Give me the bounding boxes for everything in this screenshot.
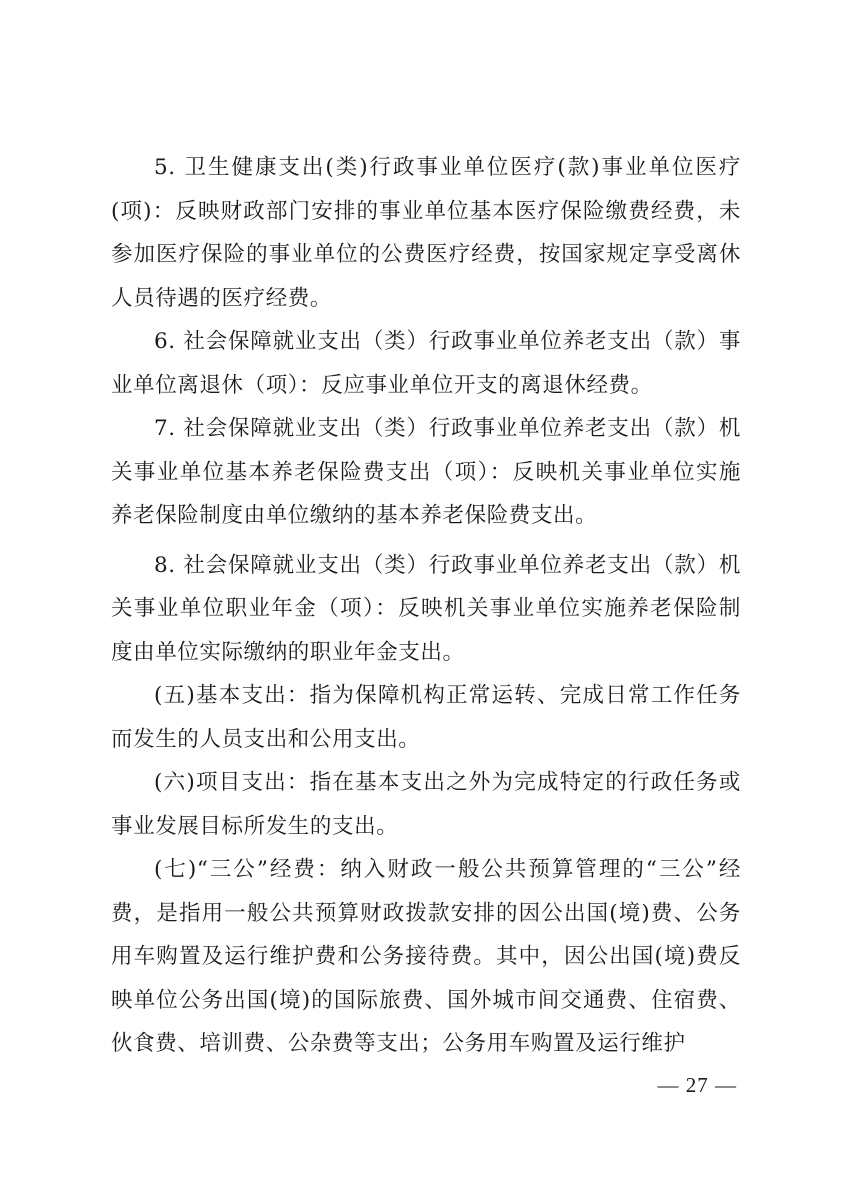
paragraph-three-public-expenses: (七)“三公”经费：纳入财政一般公共预算管理的“三公”经费，是指用一般公共预算财政拨款安排的因公出国(境)费、公务用车购置及运行维护费和公务接待费。其中，因公出国(境)费反映单位公务出国(境)的国际旅费、国外城市间交通费、住宿费、伙食费、培训费、公杂费等支出；公务用车购置及运行维护 <box>111 857 741 1056</box>
paragraph-basic-expenditure: (五)基本支出：指为保障机构正常运转、完成日常工作任务而发生的人员支出和公用支出。 <box>111 683 741 752</box>
page-number: — 27 — <box>657 1073 737 1097</box>
paragraph-project-expenditure: (六)项目支出：指在基本支出之外为完成特定的行政任务或事业发展目标所发生的支出。 <box>111 770 741 839</box>
paragraph-retirement-expenditure: 6. 社会保障就业支出（类）行政事业单位养老支出（款）事业单位离退休（项）：反应事业单位开支的离退休经费。 <box>111 329 741 398</box>
paragraph-health-expenditure: 5. 卫生健康支出(类)行政事业单位医疗(款)事业单位医疗(项)：反映财政部门安排的事业单位基本医疗保险缴费经费，未参加医疗保险的事业单位的公费医疗经费，按国家规定享受离休人员待遇的医疗经费。 <box>111 155 741 311</box>
paragraph-occupational-annuity: 8. 社会保障就业支出（类）行政事业单位养老支出（款）机关事业单位职业年金（项）：反映机关事业单位实施养老保险制度由单位实际缴纳的职业年金支出。 <box>111 552 741 665</box>
body-text <box>111 146 741 1066</box>
paragraph-pension-insurance: 7. 社会保障就业支出（类）行政事业单位养老支出（款）机关事业单位基本养老保险费支出（项）：反映机关事业单位实施养老保险制度由单位缴纳的基本养老保险费支出。 <box>111 416 741 528</box>
